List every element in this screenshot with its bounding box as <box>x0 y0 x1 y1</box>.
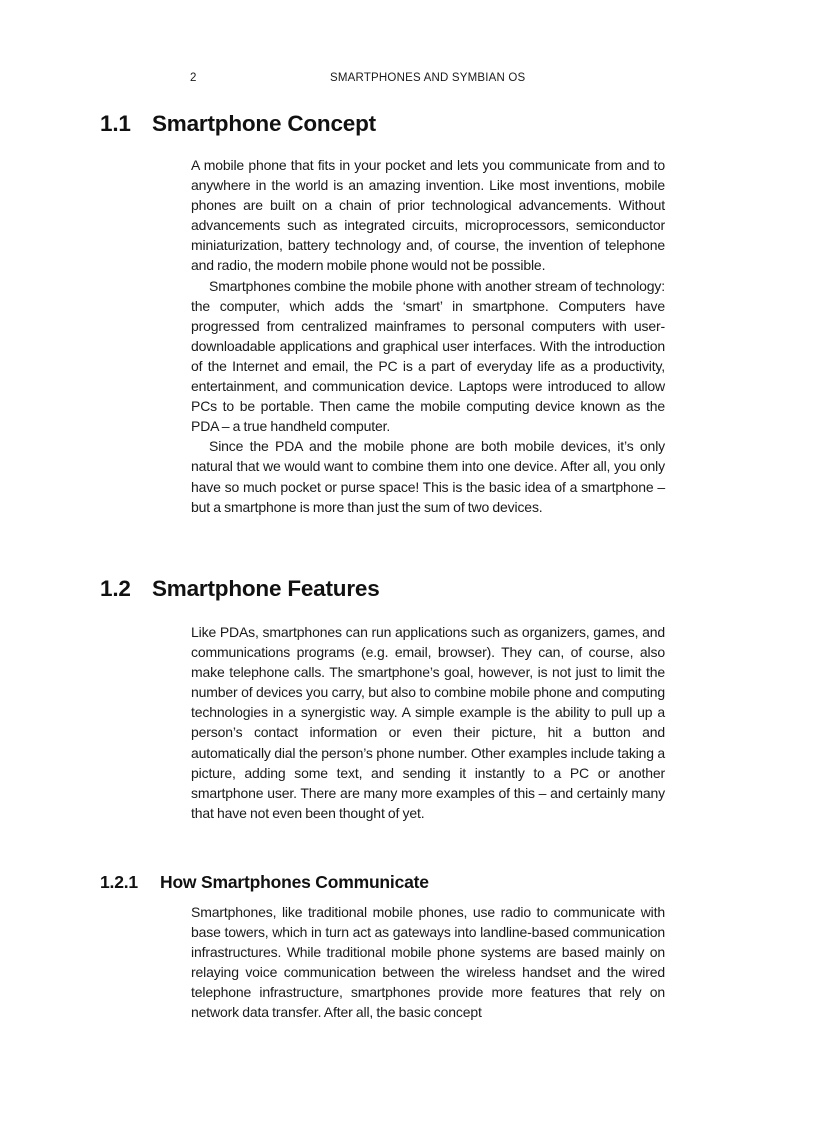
paragraph: Smartphones combine the mobile phone with another stream of technology: the computer, which adds the ‘smart’ in smartphone. Computers have progressed from centralized mainframes to personal computers with user-downloadable applications and graphical user interfaces. With the introduction of the Internet and email, the PC is a part of everyday life as a productivity, entertainment, and communication device. Laptops were introduced to allow PCs to be portable. Then came the mobile computing device known as the PDA – a true handheld computer. <box>191 277 665 435</box>
running-title: SMARTPHONES AND SYMBIAN OS <box>330 72 526 84</box>
section-title: Smartphone Concept <box>152 111 376 136</box>
section-title: Smartphone Features <box>152 576 380 601</box>
section-number: 1.1 <box>100 111 131 136</box>
paragraph: A mobile phone that fits in your pocket and lets you communicate from and to anywhere in the world is an amazing invention. Like most inventions, mobile phones are built on a chain of prior technological advancements. Without advancements such as integrated circuits, microprocessors, semiconductor miniaturization, battery technology and, of course, the invention of telephone and radio, the modern mobile phone would not be possible. <box>191 157 665 274</box>
paragraph: Since the PDA and the mobile phone are both mobile devices, it’s only natural that we would want to combine them into one device. After all, you only have so much pocket or purse space! This is the basic idea of a smartphone – but a smartphone is more than just the sum of two devices. <box>191 438 665 515</box>
subsection-body-how-smartphones-communicate <box>191 902 665 1023</box>
subsection-number: 1.2.1 <box>100 872 138 892</box>
paragraph: Smartphones, like traditional mobile phones, use radio to communicate with base towers, which in turn act as gateways into landline-based communication infrastructures. While traditional mobile phone systems are based mainly on relaying voice communication between the wireless handset and the wired telephone infrastructure, smartphones provide more features that rely on network data transfer. After all, the basic concept <box>191 904 665 1021</box>
section-body-smartphone-features <box>191 622 665 823</box>
paragraph: Like PDAs, smartphones can run applications such as organizers, games, and communications programs (e.g. email, browser). They can, of course, also make telephone calls. The smartphone’s goal, however, is not just to limit the number of devices you carry, but also to combine mobile phone and computing technologies in a synergistic way. A simple example is the ability to pull up a person’s contact information or even their picture, hit a button and automatically dial the person’s phone number. Other examples include taking a picture, adding some text, and sending it instantly to a PC or another smartphone user. There are many more examples of this – and certainly many that have not even been thought of yet. <box>191 624 665 821</box>
section-heading-smartphone-features <box>100 576 380 602</box>
section-number: 1.2 <box>100 576 131 601</box>
section-heading-smartphone-concept <box>100 111 376 137</box>
subsection-heading-how-smartphones-communicate <box>100 872 429 893</box>
subsection-title: How Smartphones Communicate <box>160 872 429 892</box>
section-body-smartphone-concept <box>191 155 665 517</box>
page-number: 2 <box>190 72 197 84</box>
running-head <box>190 72 666 86</box>
